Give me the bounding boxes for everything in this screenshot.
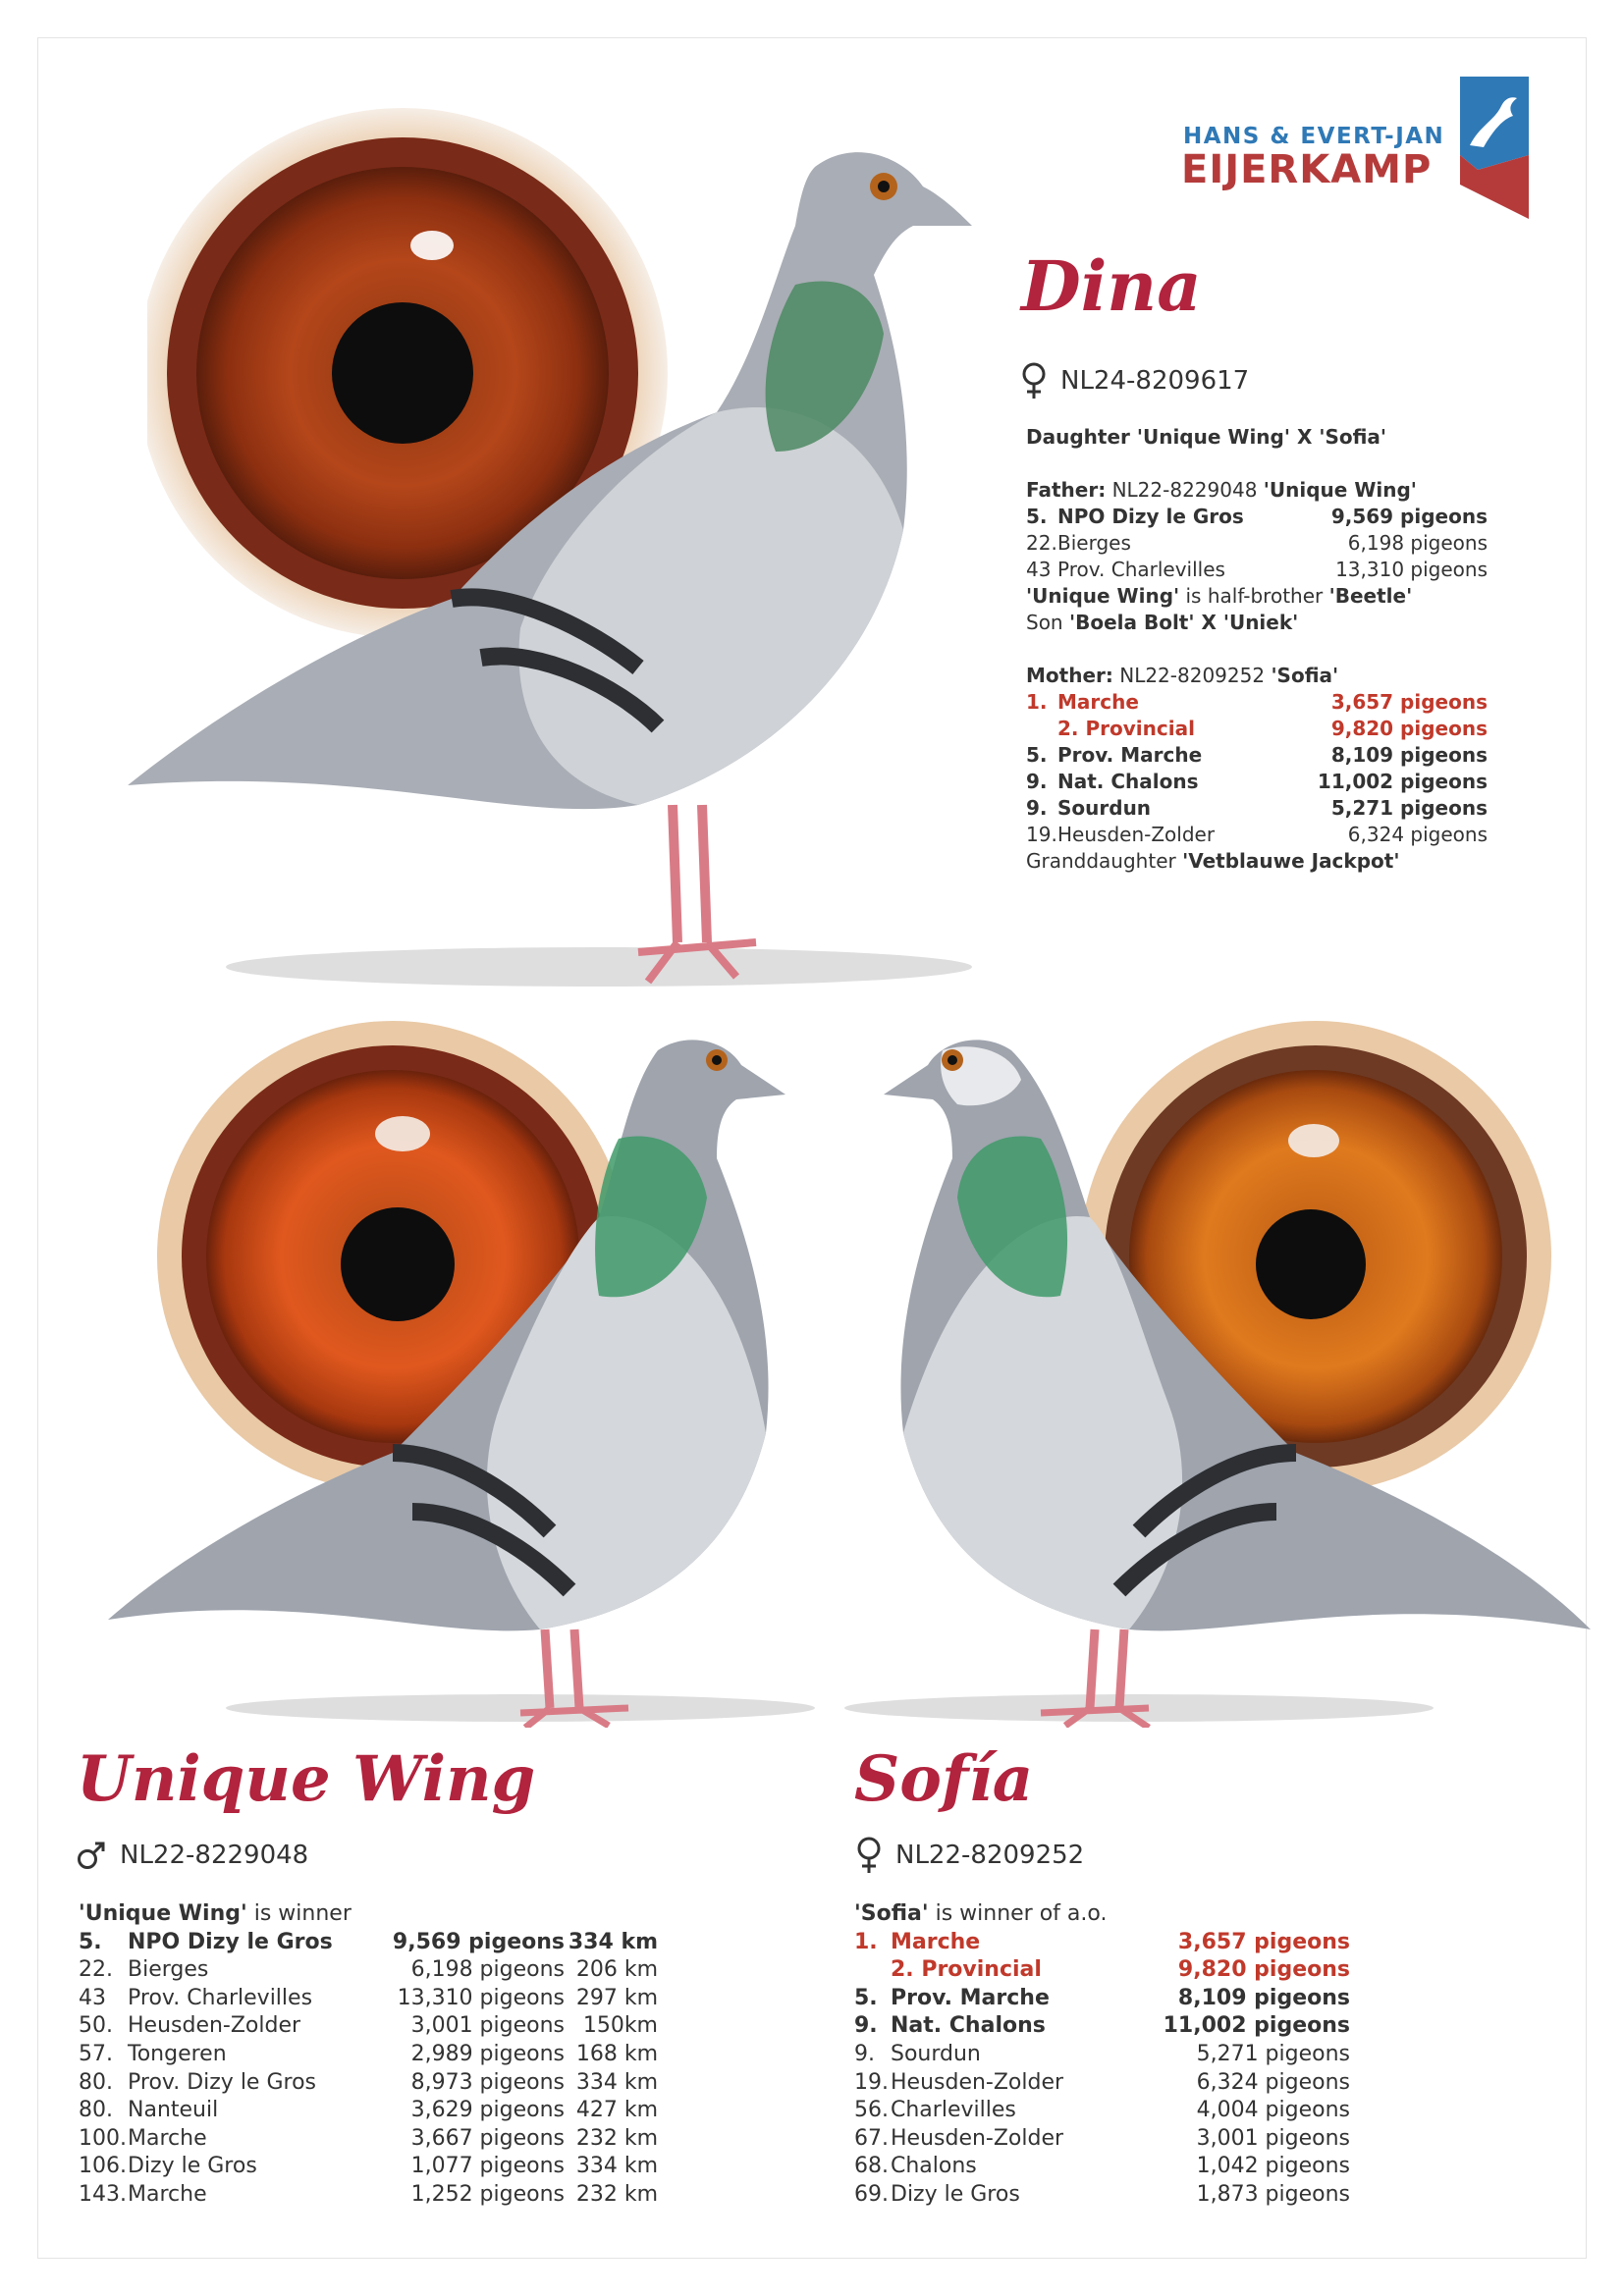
table-row: 69. Dizy le Gros 1,873 pigeons [854,2181,1350,2207]
unique-wing-ring-number [77,1841,308,1870]
sofia-intro: 'Sofia' is winner of a.o. [854,1901,1108,1926]
table-row: 67. Heusden-Zolder 3,001 pigeons [854,2125,1350,2151]
mother-header: Mother: NL22-8209252 'Sofia' [1026,664,1339,687]
unique-wing-name-title: Unique Wing [77,1742,536,1816]
table-row: 68. Chalons 1,042 pigeons [854,2154,1350,2179]
sofia-name-title: Sofía [854,1742,1034,1816]
table-row: 2. Provincial 9,820 pigeons [891,1957,1350,1983]
unique-wing-pigeon-photo [108,1021,825,1728]
unique-wing-ring-text: NL22-8229048 [120,1841,309,1870]
sofia-pigeon-photo [844,1021,1591,1728]
table-row: 5. NPO Dizy le Gros 9,569 pigeons 334 km [79,1929,658,1954]
female-icon [856,1836,882,1875]
table-row: 1. Marche 3,657 pigeons [854,1929,1350,1954]
father-header: Father: NL22-8229048 'Unique Wing' [1026,478,1417,502]
unique-wing-results-table [79,1929,658,2210]
table-row: 22. Bierges 6,198 pigeons [1026,531,1488,555]
unique-wing-intro: 'Unique Wing' is winner [79,1901,352,1926]
table-row: 56. Charlevilles 4,004 pigeons [854,2098,1350,2123]
table-row: 5. NPO Dizy le Gros 9,569 pigeons [1026,505,1488,528]
table-row: 2. Provincial 9,820 pigeons [1057,717,1488,740]
sofia-ring-number [856,1836,1084,1875]
father-results-table [1026,504,1488,583]
table-row: 9. Nat. Chalons 11,002 pigeons [1026,770,1488,793]
dina-ring-number [1021,361,1249,400]
table-row: 57. Tongeren 2,989 pigeons 168 km [79,2041,658,2066]
table-row: 9. Nat. Chalons 11,002 pigeons [854,2013,1350,2039]
father-note-2: Son 'Boela Bolt' X 'Uniek' [1026,611,1299,634]
table-row: 80. Prov. Dizy le Gros 8,973 pigeons 334 km [79,2069,658,2095]
table-row: 9. Sourdun 5,271 pigeons [1026,796,1488,820]
father-note-1: 'Unique Wing' is half-brother 'Beetle' [1026,584,1413,608]
female-icon [1021,361,1047,400]
table-row: 143. Marche 1,252 pigeons 232 km [79,2181,658,2207]
table-row: 100. Marche 3,667 pigeons 232 km [79,2125,658,2151]
brand-logo [1183,77,1527,224]
table-row: 5. Prov. Marche 8,109 pigeons [854,1985,1350,2010]
table-row: 19. Heusden-Zolder 6,324 pigeons [1026,823,1488,846]
bird-logo-icon [1440,77,1529,219]
mother-note: Granddaughter 'Vetblauwe Jackpot' [1026,849,1400,873]
mother-results-table [1026,689,1488,848]
table-row: 1. Marche 3,657 pigeons [1026,690,1488,714]
dina-pedigree [1026,424,1488,875]
dina-ring-text: NL24-8209617 [1060,366,1250,396]
sofia-results [854,1900,1350,2210]
dina-parents-line: Daughter 'Unique Wing' X 'Sofia' [1026,425,1387,449]
sofia-ring-text: NL22-8209252 [895,1841,1085,1870]
table-row: 106. Dizy le Gros 1,077 pigeons 334 km [79,2154,658,2179]
brand-name-line2: EIJERKAMP [1181,147,1433,192]
brand-name-line1: HANS & EVERT-JAN [1183,124,1445,149]
table-row: 19. Heusden-Zolder 6,324 pigeons [854,2069,1350,2095]
table-row: 5. Prov. Marche 8,109 pigeons [1026,743,1488,767]
table-row: 9. Sourdun 5,271 pigeons [854,2041,1350,2066]
dina-name-title: Dina [1021,245,1202,327]
unique-wing-results [79,1900,658,2210]
table-row: 50. Heusden-Zolder 3,001 pigeons 150km [79,2013,658,2039]
table-row: 43 Prov. Charlevilles 13,310 pigeons [1026,558,1488,581]
table-row: 43 Prov. Charlevilles 13,310 pigeons 297 km [79,1985,658,2010]
table-row: 22. Bierges 6,198 pigeons 206 km [79,1957,658,1983]
table-row: 80. Nanteuil 3,629 pigeons 427 km [79,2098,658,2123]
sofia-results-table [854,1929,1350,2210]
dina-pigeon-photo [128,79,1031,1001]
male-icon [77,1841,106,1870]
